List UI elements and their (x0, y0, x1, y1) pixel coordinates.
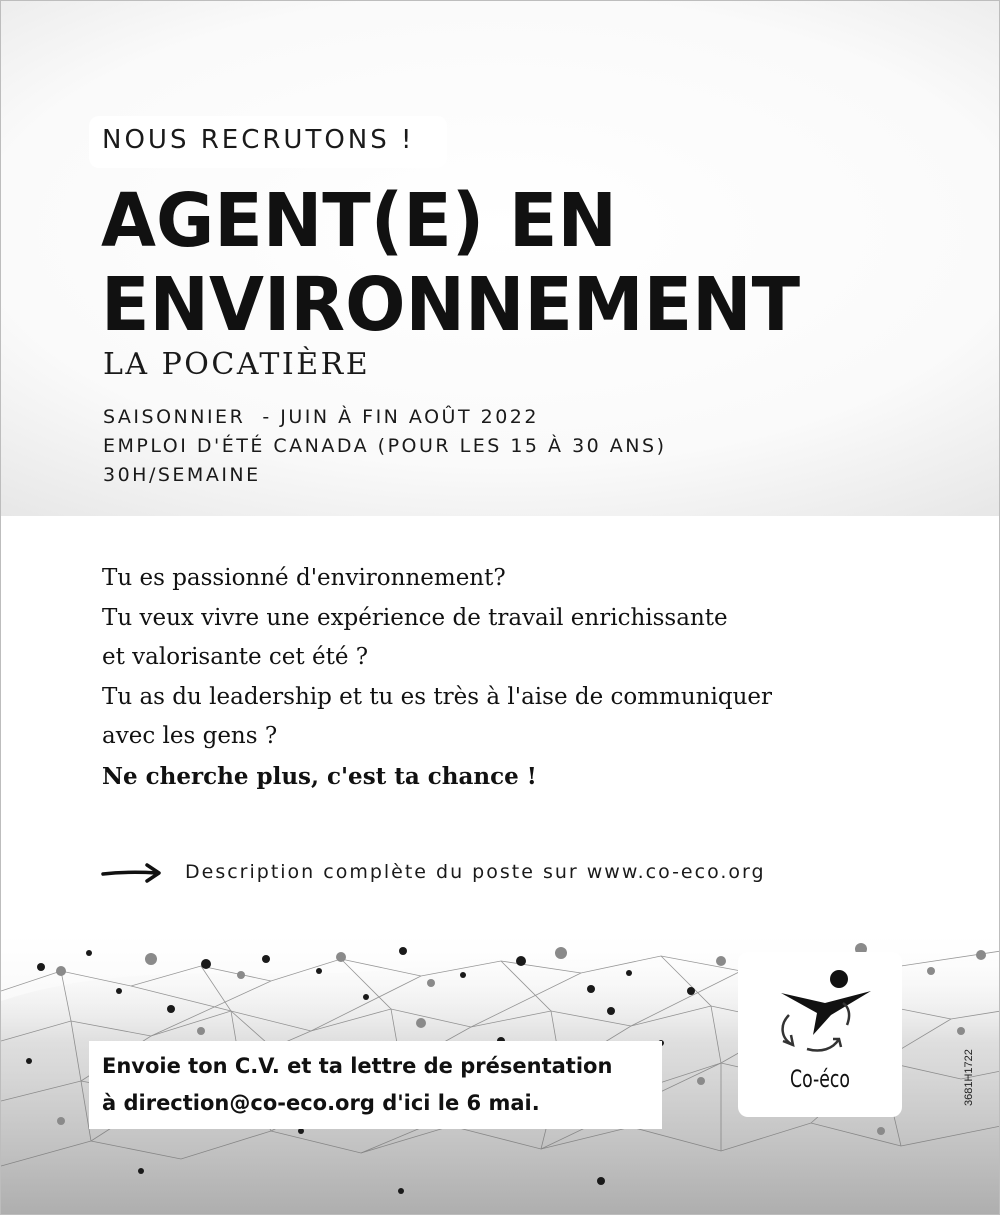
job-detail-hours: 30H/SEMAINE (103, 464, 261, 486)
job-pitch (102, 559, 772, 796)
job-details (103, 403, 667, 490)
pitch-emphasis: Ne cherche plus, c'est ta chance ! (102, 762, 537, 790)
pitch-line: et valorisante cet été ? (102, 644, 369, 670)
call-to-action-line-2: à direction@co-eco.org d'ici le 6 mai. (102, 1091, 540, 1115)
job-title-line-1: AGENT(E) EN (101, 178, 617, 264)
call-to-action (102, 1048, 612, 1122)
reference-code: 3681H1722 (963, 1049, 975, 1106)
recruiting-badge-text: NOUS RECRUTONS ! (102, 125, 415, 155)
job-title (101, 179, 800, 347)
job-location: LA POCATIÈRE (103, 347, 371, 382)
pitch-line: Tu as du leadership et tu es très à l'aise de communiquer (102, 683, 772, 710)
arrow-right-icon (101, 861, 163, 885)
call-to-action-line-1: Envoie ton C.V. et ta lettre de présentation (102, 1054, 613, 1078)
logo-wordmark: Co-éco (790, 1065, 850, 1093)
job-detail-program: EMPLOI D'ÉTÉ CANADA (POUR LES 15 À 30 ANS) (103, 435, 667, 457)
job-title-line-2: ENVIRONNEMENT (101, 262, 801, 348)
pitch-line: avec les gens ? (102, 723, 278, 749)
pitch-line: Tu es passionné d'environnement? (102, 565, 506, 591)
pitch-line: Tu veux vivre une expérience de travail enrichissante (102, 604, 728, 631)
description-link-text: Description complète du poste sur www.co-eco.org (185, 861, 766, 883)
job-detail-season: SAISONNIER - JUIN À FIN AOÛT 2022 (103, 406, 539, 428)
recycling-person-logo (761, 963, 881, 1053)
